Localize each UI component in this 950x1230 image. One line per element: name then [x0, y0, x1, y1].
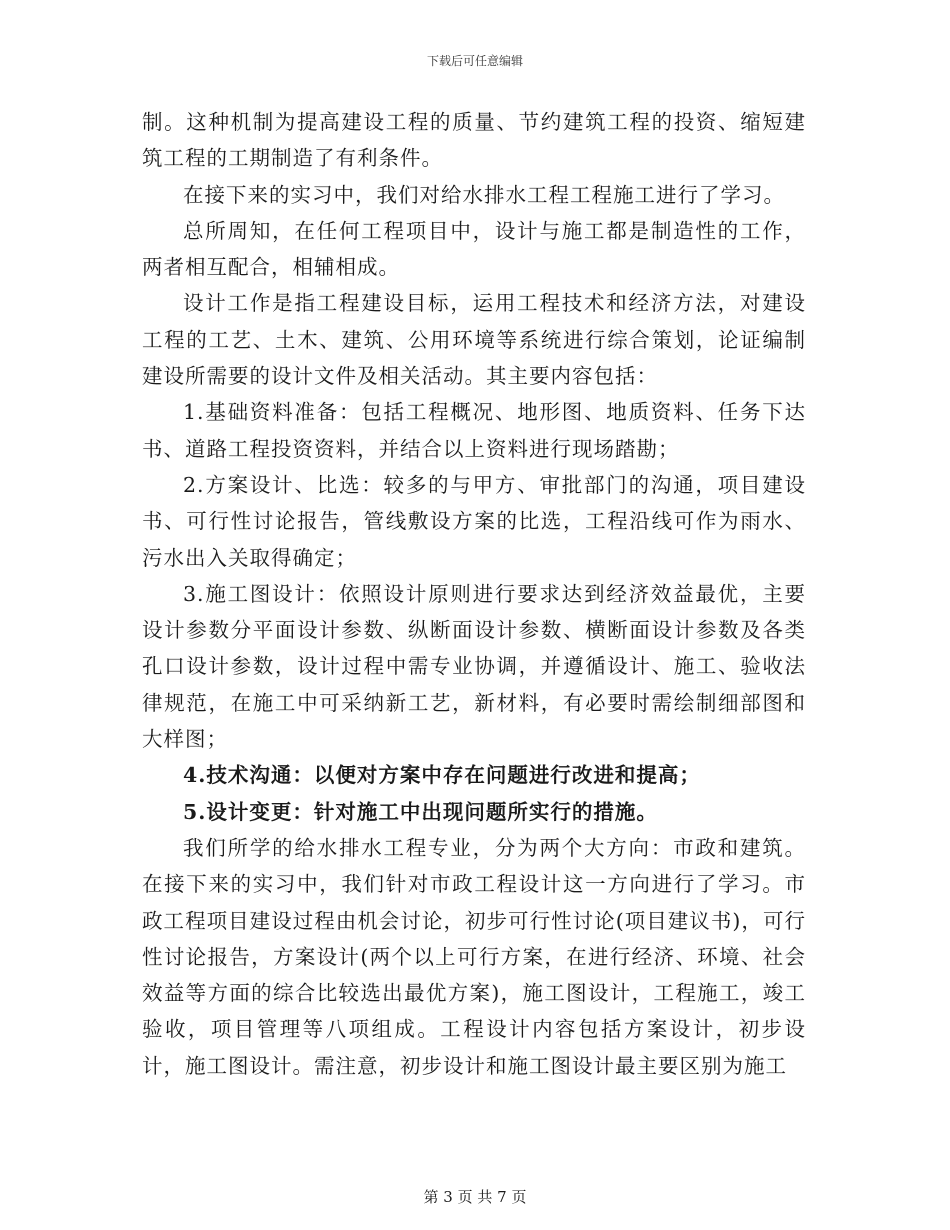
- list-item-3: 3.施工图设计：依照设计原则进行要求达到经济效益最优，主要设计参数分平面设计参数、纵断面设计参数、横断面设计参数及各类孔口设计参数，设计过程中需专业协调，并遵循设计、施工、验收法律规范，在施工中可采纳新工艺，新材料，有必要时需绘制细部图和大样图；: [142, 581, 806, 752]
- list-item-4: 4.技术沟通：以便对方案中存在问题进行改进和提高；: [183, 763, 701, 788]
- page-header-note: 下载后可任意编辑: [426, 54, 523, 68]
- list-item-1: 1.基础资料准备：包括工程概况、地形图、地质资料、任务下达书、道路工程投资资料，并结合以上资料进行现场踏勘；: [142, 400, 806, 461]
- document-body: [142, 104, 806, 1084]
- list-item-5: 5.设计变更：针对施工中出现问题所实行的措施。: [183, 799, 658, 824]
- list-item-2: 2.方案设计、比选：较多的与甲方、审批部门的沟通，项目建设书、可行性讨论报告，管线敷设方案的比选，工程沿线可作为雨水、污水出入关取得确定；: [142, 472, 806, 570]
- paragraph: 总所周知，在任何工程项目中，设计与施工都是制造性的工作，两者相互配合，相辅相成。: [142, 218, 806, 280]
- paragraph: 在接下来的实习中，我们对给水排水工程工程施工进行了学习。: [183, 182, 785, 207]
- paragraph: 我们所学的给水排水工程专业，分为两个大方向：市政和建筑。在接下来的实习中，我们针对市政工程设计这一方向进行了学习。市政工程项目建设过程由机会讨论，初步可行性讨论(项目建议书)，可行性讨论报告，方案设计(两个以上可行方案，在进行经济、环境、社会效益等方面的综合比较选出最优方案)，施工图设计，工程施工，竣工验收，项目管理等八项组成。工程设计内容包括方案设计，初步设计，施工图设计。需注意，初步设计和施工图设计最主要区别为施工: [142, 835, 806, 1078]
- paragraph: 制。这种机制为提高建设工程的质量、节约建筑工程的投资、缩短建筑工程的工期制造了有利条件。: [142, 110, 806, 171]
- page-number: 第 3 页 共 7 页: [423, 1188, 527, 1206]
- paragraph: 设计工作是指工程建设目标，运用工程技术和经济方法，对建设工程的工艺、土木、建筑、公用环境等系统进行综合策划，论证编制建设所需要的设计文件及相关活动。其主要内容包括：: [142, 291, 806, 389]
